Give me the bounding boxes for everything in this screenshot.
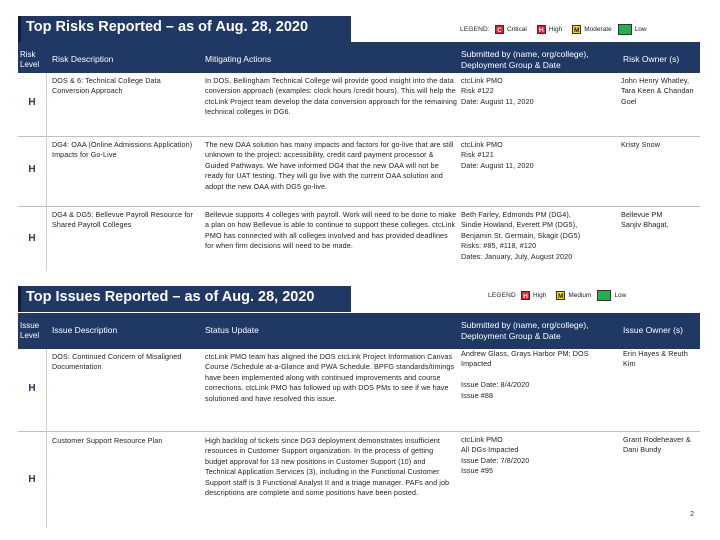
issue-row-2-status: High backlog of tickets since DG3 deployment demonstrates insufficient resources in Customer Support organization. In the process of getting budget approval for 13 new positions in Customer Support (10) and Technical Application Services (3), including in the Functional Customer Support staff is 3 Functional Analyst II and a triage manager. PAFs and job descriptions are complete and some positions have been posted.: [205, 436, 450, 498]
risks-legend: [460, 24, 657, 35]
risk-row-3-level: H: [28, 233, 36, 244]
legend-low-label: Low: [634, 26, 647, 33]
risks-title: Top Risks Reported – as of Aug. 28, 2020: [26, 19, 309, 35]
issue-row-2-level: H: [28, 474, 36, 485]
legend-high-label: High: [548, 26, 563, 33]
risk-row-3-action: Bellevue supports 4 colleges with payroll. Work will need to be done to make a plan on how Bellevue is able to continue to support these colleges. ctcLink PMO has connected with all colleges involved and has provided deadlines for when firm decisions will need to be made.: [205, 210, 457, 251]
issues-table-header: [18, 313, 700, 349]
risk-row-2-owner: Kristy Snow: [621, 140, 661, 149]
risk-row-2-action: The new OAA solution has many impacts and factors for go-live that are still unknown to the project: accessibility, credit card payment processor & Guided Pathways. We have informed DG4 that the new OAA will not be ready for UAT testing. They will go live with the current OAA solution and adopt the new OAA with DG5 go-live.: [205, 140, 454, 191]
risks-legend-label: LEGEND:: [460, 26, 490, 33]
risk-row-3-owner: Bellevue PM Sanjiv Bhagat,: [621, 210, 669, 230]
issues-legend-high-swatch: H: [521, 291, 530, 300]
issues-legend-high-label: High: [532, 292, 547, 299]
legend-high-swatch: H: [537, 25, 546, 34]
risk-row-1-owner: John Henry Whatley, Tara Keen & Chandan Goel: [621, 76, 694, 106]
risks-header-owner: Risk Owner (s): [623, 54, 680, 65]
legend-low-swatch: [618, 24, 632, 35]
risk-row-2-submitted: ctcLink PMO Risk #121 Date: August 11, 2020: [461, 140, 534, 170]
risks-title-banner: [18, 16, 351, 42]
risk-row-3-submitted: Beth Farley, Edmonds PM (DG4), Sindie Howland, Everett PM (DG5), Benjamin St. Germain, Skagit (DG5) Risks: #85, #118, #120 Dates: January, July, August 2020: [461, 210, 581, 261]
risks-header-description: Risk Description: [52, 54, 114, 65]
issue-row-1-status: ctcLink PMO team has aligned the DOS ctcLink Project Information Canvas Course /Schedule at-a-Glance and PWA Schedule. BPFG standards/timings have been implemented along with continued improvements and course corrections. ctcLink PMO has followed up with DOS PMs to see if we have solutioned and have resolved this issue.: [205, 352, 455, 403]
risk-row-3-description: DG4 & DG5: Bellevue Payroll Resource for Shared Payroll Colleges: [52, 210, 194, 230]
issues-header-status: Status Update: [205, 325, 259, 336]
issues-title-banner: [18, 286, 351, 312]
issues-header-owner: Issue Owner (s): [623, 325, 683, 336]
issue-row-2-submitted: ctcLink PMO All DGs Impacted Issue Date: 7/8/2020 Issue #95: [461, 435, 530, 476]
legend-moderate-label: Moderate: [584, 26, 612, 33]
legend-moderate-swatch: M: [573, 27, 580, 34]
issue-row-2-description: Customer Support Resource Plan: [52, 436, 163, 445]
risk-row-1-action: In DOS, Bellingham Technical College will provide good insight into the data conversion approach (examples: clock hours /credit hours). This will help the ctcLink Project team develop the data conversion approach for the remaining technical colleges in DG6.: [205, 76, 458, 117]
risk-row-1-level: H: [28, 97, 36, 108]
issue-row-1-submitted: Andrew Glass, Grays Harbor PM; DOS Impacted Issue Date: 8/4/2020 Issue #88: [461, 349, 589, 400]
risk-row-1-description: DOS & 6: Technical College Data Conversion Approach: [52, 76, 161, 96]
issues-legend-low-label: Low: [614, 292, 627, 299]
issues-legend-label: LEGEND: [488, 292, 516, 299]
issues-title: Top Issues Reported – as of Aug. 28, 2020: [26, 289, 315, 305]
risks-header-submitted: Submitted by (name, org/college), Deployment Group & Date: [461, 48, 589, 70]
legend-critical-label: Critical: [506, 26, 527, 33]
issues-header-description: Issue Description: [52, 325, 118, 336]
issue-row-1-description: DOS: Continued Concern of Misaligned Documentation: [52, 352, 182, 372]
risk-row-1-submitted: ctcLink PMO Risk #122 Date: August 11, 2020: [461, 76, 534, 106]
issues-legend-medium-label: Medium: [568, 292, 592, 299]
issue-row-1-level: H: [28, 383, 36, 394]
issues-header-level: Issue Level: [20, 320, 40, 340]
legend-critical-swatch: C: [495, 25, 504, 34]
issues-legend-medium-swatch: M: [558, 293, 564, 300]
issues-legend: [488, 290, 636, 301]
issue-row-2-owner: Grant Rodeheaver & Dani Bundy: [623, 435, 691, 455]
risks-header-mitigating: Mitigating Actions: [205, 54, 272, 65]
issues-divider-1: [46, 349, 47, 528]
issues-header-submitted: Submitted by (name, org/college), Deployment Group & Date: [461, 319, 589, 341]
issues-legend-low-swatch: [597, 290, 611, 301]
page-number: 2: [690, 511, 694, 518]
risk-row-2-level: H: [28, 164, 36, 175]
risk-row-2-description: DG4: OAA (Online Admissions Application) Impacts for Go-Live: [52, 140, 193, 160]
risks-divider-1: [46, 73, 47, 271]
risks-header-level: Risk Level: [20, 49, 40, 69]
issue-row-1-owner: Erin Hayes & Reuth Kim: [623, 349, 688, 369]
